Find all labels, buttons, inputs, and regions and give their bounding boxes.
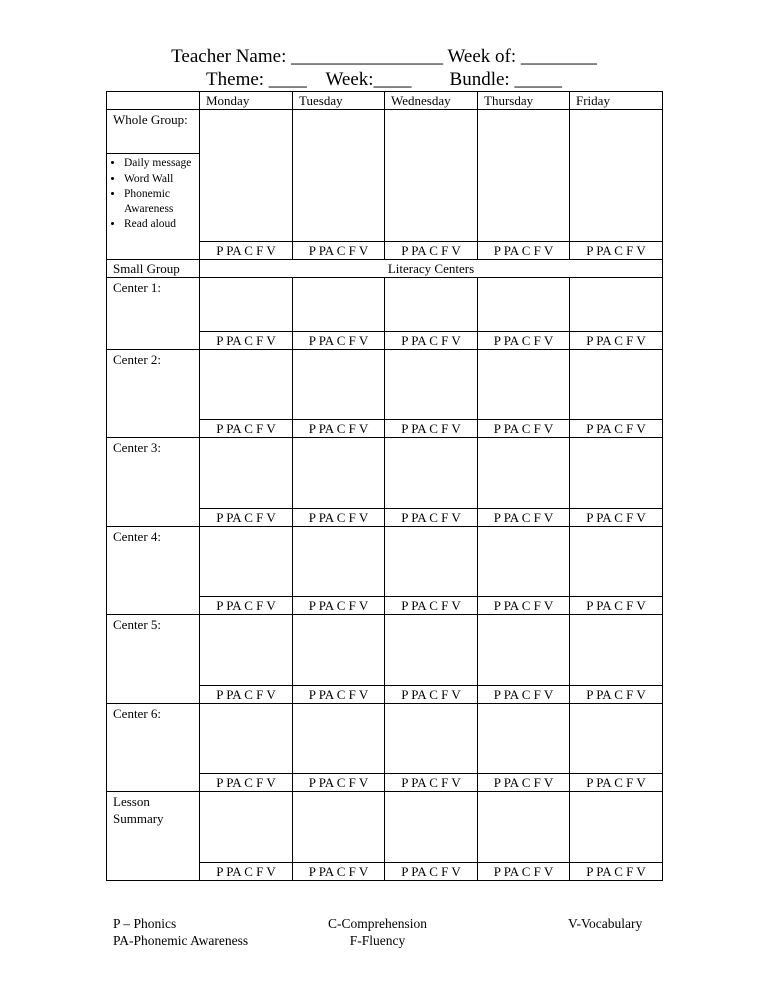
plan-cell[interactable] [385,527,478,597]
skill-codes: P PA C F V [570,509,663,527]
plan-cell[interactable] [478,615,570,686]
skill-codes: P PA C F V [385,597,478,615]
skill-codes: P PA C F V [385,242,478,260]
plan-cell[interactable] [293,615,385,686]
skill-codes: P PA C F V [385,509,478,527]
plan-cell[interactable] [385,350,478,420]
skill-codes: P PA C F V [478,242,570,260]
skill-codes: P PA C F V [293,863,385,881]
row-label: Center 3: [107,438,200,527]
skill-codes: P PA C F V [478,509,570,527]
skill-codes: P PA C F V [570,242,663,260]
plan-cell[interactable] [478,110,570,242]
day-header-friday: Friday [570,92,663,110]
day-header-thursday: Thursday [478,92,570,110]
skill-codes: P PA C F V [293,509,385,527]
skill-codes: P PA C F V [293,242,385,260]
whole-group-item: • Phonemic Awareness [124,187,199,216]
plan-cell[interactable] [293,527,385,597]
plan-cell[interactable] [293,350,385,420]
legend-comprehension: C-Comprehension [328,916,427,931]
small-group-row [107,260,663,278]
whole-group-cell [107,110,200,260]
legend-col-1 [113,915,248,949]
day-header-row [107,92,663,110]
skill-codes: P PA C F V [478,774,570,792]
center-row [107,704,663,774]
skill-codes: P PA C F V [200,332,293,350]
skill-codes: P PA C F V [478,420,570,438]
legend-phonics: P – Phonics [113,916,177,931]
plan-cell[interactable] [293,792,385,863]
plan-cell[interactable] [570,704,663,774]
plan-cell[interactable] [385,110,478,242]
center-row [107,350,663,420]
plan-cell[interactable] [200,615,293,686]
center-row [107,615,663,686]
plan-cell[interactable] [385,704,478,774]
plan-cell[interactable] [200,792,293,863]
plan-cell[interactable] [570,350,663,420]
plan-cell[interactable] [478,438,570,509]
skill-codes: P PA C F V [200,863,293,881]
skill-codes: P PA C F V [570,332,663,350]
legend-col-2 [328,915,427,949]
center-row [107,792,663,863]
plan-cell[interactable] [293,110,385,242]
skill-codes: P PA C F V [478,863,570,881]
plan-cell[interactable] [385,615,478,686]
plan-cell[interactable] [478,278,570,332]
legend-phonemic-awareness: PA-Phonemic Awareness [113,933,249,948]
skill-codes: P PA C F V [293,686,385,704]
plan-cell[interactable] [385,792,478,863]
skill-codes: P PA C F V [570,863,663,881]
legend-fluency: F-Fluency [349,933,406,948]
literacy-centers-label: Literacy Centers [200,260,663,278]
plan-cell[interactable] [478,527,570,597]
skill-codes: P PA C F V [200,420,293,438]
skill-codes: P PA C F V [200,509,293,527]
row-label: Center 2: [107,350,200,438]
plan-cell[interactable] [570,278,663,332]
day-header-tuesday: Tuesday [293,92,385,110]
plan-cell[interactable] [570,110,663,242]
whole-group-list [107,156,199,232]
plan-cell[interactable] [200,110,293,242]
whole-group-item: • Word Wall [124,172,199,187]
plan-cell[interactable] [293,704,385,774]
skill-codes: P PA C F V [293,332,385,350]
skill-codes: P PA C F V [200,774,293,792]
skill-codes: P PA C F V [385,774,478,792]
skill-codes: P PA C F V [200,242,293,260]
row-label: Center 1: [107,278,200,350]
plan-cell[interactable] [293,438,385,509]
corner-cell [107,92,200,110]
center-row [107,278,663,332]
small-group-label: Small Group [107,260,200,278]
plan-cell[interactable] [200,278,293,332]
skill-codes: P PA C F V [570,686,663,704]
center-row [107,527,663,597]
row-label: Center 6: [107,704,200,792]
plan-cell[interactable] [385,438,478,509]
skill-codes: P PA C F V [570,774,663,792]
skill-codes: P PA C F V [385,420,478,438]
whole-group-label: Whole Group: [107,110,199,154]
row-label: Center 5: [107,615,200,704]
whole-group-item: • Read aloud [124,217,199,232]
day-header-monday: Monday [200,92,293,110]
plan-cell[interactable] [570,615,663,686]
plan-cell[interactable] [293,278,385,332]
skill-codes: P PA C F V [200,686,293,704]
legend-col-3 [568,915,642,932]
plan-cell[interactable] [478,350,570,420]
skill-codes: P PA C F V [293,774,385,792]
whole-group-item: • Daily message [124,156,199,171]
plan-cell[interactable] [570,438,663,509]
plan-cell[interactable] [478,792,570,863]
plan-cell[interactable] [200,350,293,420]
lesson-plan-table [106,91,663,881]
legend-vocabulary: V-Vocabulary [568,916,643,931]
plan-cell[interactable] [200,527,293,597]
skill-codes: P PA C F V [293,597,385,615]
plan-cell[interactable] [200,438,293,509]
day-header-wednesday: Wednesday [385,92,478,110]
row-label: Center 4: [107,527,200,615]
skill-codes: P PA C F V [385,686,478,704]
plan-cell[interactable] [570,792,663,863]
skill-codes: P PA C F V [478,332,570,350]
skill-codes: P PA C F V [385,863,478,881]
header-line-2: Theme: ____ Week:____ Bundle: _____ [206,69,562,90]
plan-cell[interactable] [385,278,478,332]
plan-cell[interactable] [200,704,293,774]
whole-group-row [107,110,663,242]
header-line-1: Teacher Name: ________________ Week of: ________ [171,46,597,67]
skill-codes: P PA C F V [385,332,478,350]
center-row [107,438,663,509]
skill-codes: P PA C F V [570,597,663,615]
plan-cell[interactable] [478,704,570,774]
skill-codes: P PA C F V [478,597,570,615]
row-label: Lesson Summary [107,792,200,881]
skill-codes: P PA C F V [200,597,293,615]
skill-codes: P PA C F V [293,420,385,438]
plan-cell[interactable] [570,527,663,597]
skill-codes: P PA C F V [478,686,570,704]
skill-codes: P PA C F V [570,420,663,438]
